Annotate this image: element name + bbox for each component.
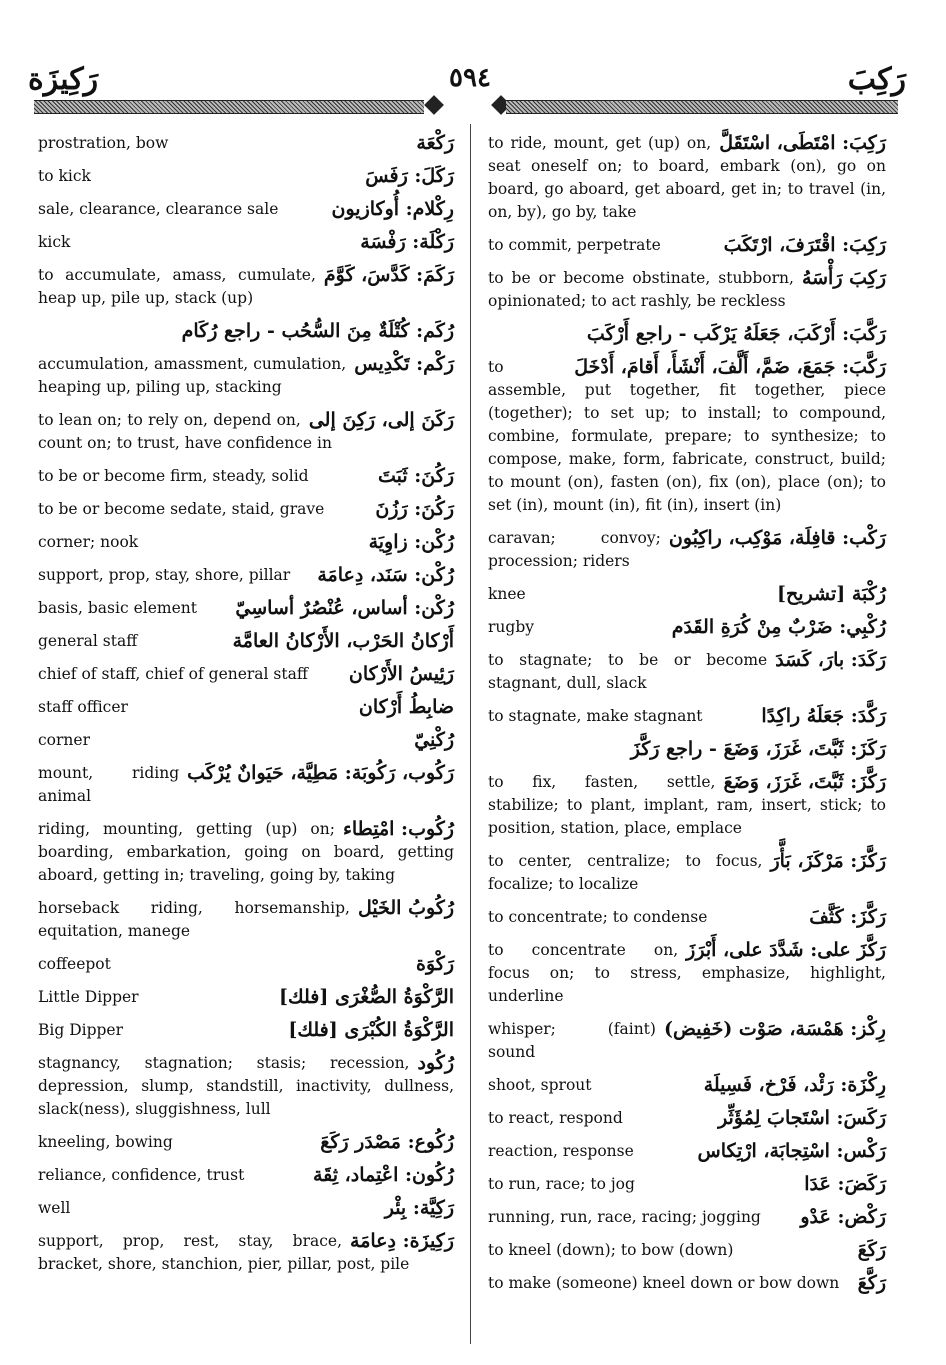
dictionary-entry xyxy=(488,356,886,517)
english-definition: support, prop, stay, shore, pillar xyxy=(38,566,291,584)
arabic-headword: الرَّكْوَةُ الكُبْرَى [فلك] xyxy=(288,1019,454,1041)
english-definition: kick xyxy=(38,233,71,251)
english-definition: to fix, fasten, settle, stabilize; to plant, implant, ram, insert, stick; to position, station, place, emplace xyxy=(488,773,886,837)
english-definition: chief of staff, chief of general staff xyxy=(38,665,308,683)
dictionary-entry xyxy=(488,939,886,1008)
dictionary-entry xyxy=(38,409,454,455)
dictionary-entry xyxy=(38,818,454,887)
dictionary-entry xyxy=(38,165,454,188)
english-definition: basis, basic element xyxy=(38,599,197,617)
english-definition: staff officer xyxy=(38,698,128,716)
english-definition: to kick xyxy=(38,167,91,185)
dictionary-entry xyxy=(38,498,454,521)
dictionary-entry xyxy=(38,897,454,943)
dictionary-entry xyxy=(488,906,886,929)
english-definition: Big Dipper xyxy=(38,1021,124,1039)
arabic-headword: رَكْوَة xyxy=(416,953,454,975)
header-rule-left xyxy=(34,100,424,114)
dictionary-entry xyxy=(38,1230,454,1276)
arabic-headword: رَكِيزَة: دِعامَة xyxy=(350,1230,454,1252)
arabic-headword: رَكَسَ: اسْتَجابَ لِمُؤَثِّر xyxy=(718,1107,886,1129)
arabic-headword: رَكَمَ: كَدَّسَ، كَوَّمَ xyxy=(323,264,454,286)
arabic-headword: رَكْض: عَدْو xyxy=(800,1206,886,1228)
arabic-headword: رَكْب: قافِلَة، مَوْكِب، راكِبُون xyxy=(668,527,886,549)
dictionary-entry xyxy=(38,264,454,310)
arabic-headword: رَكْم: تَكْدِيس xyxy=(354,353,454,375)
dictionary-entry xyxy=(38,953,454,976)
left-column xyxy=(38,132,454,1286)
english-definition: reaction, response xyxy=(488,1142,634,1160)
arabic-headword: رُكُوع: مَصْدَر رَكَعَ xyxy=(320,1131,454,1153)
arabic-headword: رَكْلَة: رَفْسَة xyxy=(360,231,454,253)
dictionary-entry xyxy=(488,1018,886,1064)
dictionary-entry xyxy=(38,1052,454,1121)
english-definition: well xyxy=(38,1199,71,1217)
right-column xyxy=(488,132,886,1305)
arabic-headword: رَكَّزَ: كَثَّفَ xyxy=(809,906,886,928)
dictionary-entry xyxy=(488,1140,886,1163)
header-rule-right xyxy=(506,100,898,114)
arabic-headword: ضابِطُ أَرْكان xyxy=(358,696,454,718)
dictionary-entry xyxy=(38,1197,454,1220)
english-definition: corner xyxy=(38,731,90,749)
english-definition: kneeling, bowing xyxy=(38,1133,173,1151)
arabic-headword: أَرْكانُ الحَرْب، الأَرْكانُ العامَّة xyxy=(232,630,454,652)
dictionary-entry xyxy=(488,771,886,840)
dictionary-entry xyxy=(488,1074,886,1097)
arabic-headword: رَكِيَّة: بِئْر xyxy=(384,1197,454,1219)
dictionary-entry xyxy=(38,231,454,254)
english-definition: prostration, bow xyxy=(38,134,169,152)
english-definition: to concentrate; to condense xyxy=(488,908,708,926)
dictionary-entry xyxy=(38,696,454,719)
arabic-headword: رَكَنَ إلى، رَكِنَ إلى xyxy=(308,409,454,431)
arabic-headword: رَكَدَ: بارَ، كَسَدَ xyxy=(775,649,886,671)
dictionary-entry xyxy=(38,465,454,488)
dictionary-entry xyxy=(488,234,886,257)
english-definition: to kneel (down); to bow (down) xyxy=(488,1241,734,1259)
dictionary-entry xyxy=(38,564,454,587)
dictionary-entry xyxy=(488,649,886,695)
english-definition: support, prop, rest, stay, brace, bracket, shore, stanchion, pier, pillar, post, pile xyxy=(38,1232,410,1273)
dictionary-entry xyxy=(488,1173,886,1196)
dictionary-entry xyxy=(488,705,886,728)
english-definition: accumulation, amassment, cumulation, heaping up, piling up, stacking xyxy=(38,355,347,396)
english-definition: to be or become obstinate, stubborn, opinionated; to act rashly, be reckless xyxy=(488,269,794,310)
arabic-headword: رُكُود xyxy=(417,1052,454,1074)
english-definition: corner; nook xyxy=(38,533,139,551)
dictionary-entry xyxy=(488,1107,886,1130)
english-definition: caravan; convoy; procession; riders xyxy=(488,529,661,570)
arabic-headword: رَكَّزَ على: شَدَّدَ على، أَبْرَزَ xyxy=(686,939,886,961)
english-definition: whisper; (faint) sound xyxy=(488,1020,656,1061)
arabic-headword: رَكَضَ: عَدَا xyxy=(804,1173,886,1195)
dictionary-entry xyxy=(38,986,454,1009)
arabic-headword: رَكِبَ: امْتَطَى، اسْتَقَلَّ xyxy=(719,132,886,154)
english-definition: to be or become firm, steady, solid xyxy=(38,467,309,485)
english-definition: to center, centralize; to focus, focalize; to localize xyxy=(488,852,763,893)
english-definition: to ride, mount, get (up) on, seat oneself on; to board, embark (on), go on board, go aboard, get aboard, get in; to travel (in, on, by), go by, take xyxy=(488,134,886,221)
arabic-headword: رُكْنِيّ xyxy=(414,729,454,751)
dictionary-entry xyxy=(38,597,454,620)
arabic-headword: رِكْز: هَمْسَة، صَوْت (خَفِيض) xyxy=(663,1018,886,1040)
arabic-headword: رَكَّعَ xyxy=(857,1272,886,1294)
arabic-headword: رَكَلَ: رَفَسَ xyxy=(365,165,454,187)
page-number: ٥٩٤ xyxy=(449,63,491,93)
arabic-headword: رَكَزَ: ثَبَّتَ، غَرَزَ، وَضَعَ - راجع رَكَّزَ xyxy=(630,738,886,760)
arabic-headword: رَكَعَ xyxy=(857,1239,886,1261)
arabic-headword: رَئِيسُ الأَرْكان xyxy=(348,663,454,685)
arabic-headword: رِكْزَة: رَئْد، فَرْخ، فَسِيلَة xyxy=(703,1074,886,1096)
dictionary-entry xyxy=(488,1206,886,1229)
dictionary-entry xyxy=(38,762,454,808)
dictionary-entry xyxy=(488,583,886,606)
arabic-headword: رَكِبَ: اقْتَرَفَ، ارْتَكَبَ xyxy=(723,234,886,256)
dictionary-entry xyxy=(38,132,454,155)
dictionary-entry xyxy=(38,1164,454,1187)
english-definition: to stagnate; to be or become stagnant, dull, slack xyxy=(488,651,768,692)
arabic-headword: رَكُنَ: رَزُنَ xyxy=(375,498,454,520)
page-header xyxy=(0,58,946,102)
arabic-headword: رَكُوب، رَكُوبَة: مَطِيَّة، حَيَوانٌ يُرْكَب xyxy=(187,762,454,784)
dictionary-entry xyxy=(38,630,454,653)
arabic-headword: رُكُوبُ الخَيْل xyxy=(358,897,454,919)
dictionary-entry xyxy=(38,531,454,554)
arabic-headword: رَكَّدَ: جَعَلَهُ راكِدًا xyxy=(761,705,886,727)
arabic-headword: رُكُوب: امْتِطاء xyxy=(342,818,454,840)
arabic-headword: رَكْعَة xyxy=(416,132,454,154)
english-definition: to react, respond xyxy=(488,1109,623,1127)
dictionary-entry xyxy=(488,1272,886,1295)
arabic-headword: رُكْن: أساس، عُنْصُرٌ أساسِيّ xyxy=(235,597,454,619)
arabic-headword: رَكِبَ رَأْسَهُ xyxy=(801,267,886,289)
english-definition: riding, mounting, getting (up) on; boarding, embarkation, going on board, getting aboard, getting in; traveling, going by, taking xyxy=(38,820,454,884)
dictionary-entry xyxy=(38,729,454,752)
arabic-headword: رَكَّزَ: مَرْكَزَ، بَأَّرَ xyxy=(770,850,886,872)
dictionary-entry xyxy=(488,1239,886,1262)
english-definition: to stagnate, make stagnant xyxy=(488,707,703,725)
dictionary-entry xyxy=(488,616,886,639)
dictionary-entry xyxy=(488,132,886,224)
arabic-headword: رُكْبِي: ضَرْبٌ مِنْ كُرَةِ القَدَم xyxy=(671,616,886,638)
arabic-headword: رُكْن: سَنَد، دِعامَة xyxy=(317,564,454,586)
arabic-headword: رَكْس: اسْتِجابَة، ارْتِكاس xyxy=(697,1140,886,1162)
english-definition: to accumulate, amass, cumulate, heap up, pile up, stack (up) xyxy=(38,266,316,307)
arabic-headword: رُكَم: كُتْلَةٌ مِنَ السُّحُب - راجع رُكَام xyxy=(181,320,454,342)
english-definition: to lean on; to rely on, depend on, count on; to trust, have confidence in xyxy=(38,411,332,452)
dictionary-entry xyxy=(38,663,454,686)
english-definition: reliance, confidence, trust xyxy=(38,1166,245,1184)
arabic-headword: رَكَّبَ: أَرْكَبَ، جَعَلَهُ يَرْكَب - راجع أَرْكَبَ xyxy=(586,323,886,345)
english-definition: knee xyxy=(488,585,526,603)
dictionary-entry xyxy=(38,353,454,399)
dictionary-entry xyxy=(488,850,886,896)
english-definition: coffeepot xyxy=(38,955,111,973)
english-definition: general staff xyxy=(38,632,138,650)
dictionary-entry xyxy=(38,1019,454,1042)
english-definition: shoot, sprout xyxy=(488,1076,592,1094)
arabic-headword: رُكْبَة [تشريح] xyxy=(776,583,886,605)
dictionary-entry xyxy=(38,198,454,221)
english-definition: stagnancy, stagnation; stasis; recession, depression, slump, standstill, inactivity, dullness, slack(ness), sluggishness, lull xyxy=(38,1054,454,1118)
english-definition: Little Dipper xyxy=(38,988,139,1006)
english-definition: to assemble, put together, fit together, piece (together); to set up; to install; to compound, combine, formulate, prepare; to synthesize; to compose, make, form, fabricate, construct, build; to mount (on), fasten (on), fix (on), place (on); to set (in), mount (in), fit (in), insert (in) xyxy=(488,358,886,514)
dictionary-entry xyxy=(488,527,886,573)
arabic-headword: الرَّكْوَةُ الصُّغْرَى [فلك] xyxy=(278,986,454,1008)
column-divider xyxy=(470,124,471,1344)
english-definition: to be or become sedate, staid, grave xyxy=(38,500,325,518)
arabic-headword: رُكْن: زاوِيَة xyxy=(368,531,454,553)
arabic-headword: رُكُون: اعْتِماد، ثِقَة xyxy=(312,1164,454,1186)
arabic-headword: رِكْلام: أُوكازيون xyxy=(331,198,454,220)
dictionary-entry xyxy=(38,1131,454,1154)
dictionary-entry xyxy=(38,320,454,343)
arabic-headword: رَكَّزَ: ثَبَّتَ، غَرَزَ، وَضَعَ xyxy=(723,771,886,793)
english-definition: to commit, perpetrate xyxy=(488,236,661,254)
english-definition: mount, riding animal xyxy=(38,764,180,805)
guide-word-first: رَكِبَ xyxy=(847,62,906,97)
dictionary-entry xyxy=(488,738,886,761)
arabic-headword: رَكُنَ: ثَبَتَ xyxy=(378,465,454,487)
dictionary-entry xyxy=(488,323,886,346)
dictionary-entry xyxy=(488,267,886,313)
english-definition: running, run, race, racing; jogging xyxy=(488,1208,761,1226)
english-definition: rugby xyxy=(488,618,534,636)
arabic-headword: رَكَّبَ: جَمَعَ، ضَمَّ، أَلَّفَ، أَنْشَأَ، أَقامَ، أَدْخَلَ xyxy=(574,356,886,378)
english-definition: sale, clearance, clearance sale xyxy=(38,200,279,218)
english-definition: to run, race; to jog xyxy=(488,1175,635,1193)
english-definition: horseback riding, horsemanship, equitation, manege xyxy=(38,899,350,940)
guide-word-last: رَكِيزَة xyxy=(28,62,99,97)
english-definition: to make (someone) kneel down or bow down xyxy=(488,1274,840,1292)
english-definition: to concentrate on, focus on; to stress, emphasize, highlight, underline xyxy=(488,941,886,1005)
